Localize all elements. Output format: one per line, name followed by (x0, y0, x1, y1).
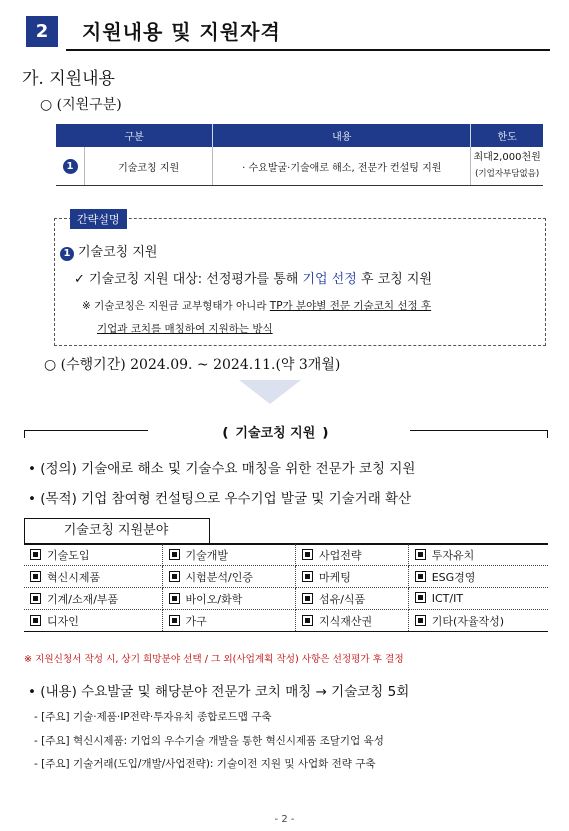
support-table-row (56, 147, 543, 186)
field-cell (295, 588, 408, 610)
field-label: 지식재산권 (318, 614, 373, 628)
heading-line-left (24, 430, 148, 431)
field-label: 기타(자율작성) (431, 614, 505, 628)
fields-title: 기술코칭 지원분야 (63, 523, 169, 538)
checkbox-icon (415, 592, 426, 603)
field-cell (24, 610, 162, 632)
field-cell (24, 566, 162, 588)
field-cell (162, 588, 295, 610)
coaching-heading: ❪ 기술코칭 지원 ❫ (220, 426, 331, 441)
heading-line-right (410, 430, 548, 431)
period-label: ○ (수행기간) 2024.09. ~ 2024.11.(약 3개월) (44, 357, 341, 373)
field-label: 혁신시제품 (47, 570, 101, 584)
note-mark: ※ (82, 300, 91, 312)
field-cell (162, 610, 295, 632)
field-cell (408, 588, 548, 610)
brief-target-post: 후 코칭 지원 (356, 272, 432, 287)
field-label: 디자인 (47, 614, 79, 628)
row-type: 기술코칭 지원 (85, 147, 213, 186)
fields-row (24, 610, 548, 632)
brief-target (74, 268, 432, 287)
field-cell (295, 610, 408, 632)
field-label: 기계/소재/부품 (47, 592, 119, 606)
checkbox-icon (30, 549, 41, 560)
note-line1-pre: 기술코칭은 지원금 교부형태가 아니라 (94, 300, 270, 312)
field-cell (162, 544, 295, 566)
down-arrow-icon (239, 380, 301, 404)
checkbox-icon (30, 571, 41, 582)
field-label: 바이오/화학 (185, 592, 243, 606)
brief-target-pre: ✓ 기술코칭 지원 대상: 선정평가를 통해 (74, 272, 303, 287)
checkbox-icon (30, 593, 41, 604)
definition-bullet: • (정의) 기술애로 해소 및 기술수요 매칭을 위한 전문가 코칭 지원 (28, 461, 416, 477)
checkbox-icon (415, 571, 426, 582)
field-label: 투자유치 (431, 548, 475, 562)
selection-notice: ※ 지원신청서 작성 시, 상기 희망분야 선택 / 그 외(사업계획 작성) 사항은 선정평가 후 결정 (24, 654, 404, 665)
brief-item-title: 기술코칭 지원 (78, 245, 158, 260)
checkbox-icon (169, 571, 180, 582)
brief-note-line2: 기업과 코치를 매칭하여 지원하는 방식 (97, 323, 273, 335)
brief-tag: 간략설명 (70, 209, 127, 229)
detail-line: - [주요] 기술·제품·IP전략·투자유치 종합로드맵 구축 (34, 711, 272, 723)
header-type: 구분 (56, 124, 213, 147)
section-title: 지원내용 및 지원자격 (82, 20, 281, 44)
checkbox-icon (302, 615, 313, 626)
purpose-bullet: • (목적) 기업 참여형 컨설팅으로 우수기업 발굴 및 기술거래 확산 (28, 491, 412, 507)
checkbox-icon (302, 593, 313, 604)
field-label: 사업전략 (318, 548, 362, 562)
row-content: · 수요발굴·기술애로 해소, 전문가 컨설팅 지원 (213, 147, 471, 186)
field-cell (295, 566, 408, 588)
field-label: ICT/IT (431, 592, 464, 605)
detail-line: - [주요] 혁신시제품: 기업의 우수기술 개발을 통한 혁신시제품 조달기업 육성 (34, 735, 384, 747)
fields-grid (24, 544, 548, 632)
row-number (56, 147, 85, 186)
content-bullet: • (내용) 수요발굴 및 해당분야 전문가 코치 매칭 → 기술코칭 5회 (28, 684, 410, 700)
field-cell (408, 566, 548, 588)
fields-row (24, 588, 548, 610)
checkbox-icon (169, 549, 180, 560)
header-content: 내용 (213, 124, 471, 147)
checkbox-icon (302, 571, 313, 582)
checkbox-icon (169, 593, 180, 604)
field-label: 섬유/식품 (318, 592, 366, 606)
brief-item-badge: 1 (60, 247, 74, 261)
section-number: 2 (26, 16, 58, 47)
checkbox-icon (30, 615, 41, 626)
field-cell (408, 610, 548, 632)
checkbox-icon (302, 549, 313, 560)
field-label: 기술도입 (47, 548, 90, 562)
section-underline (66, 49, 550, 51)
field-label: 가구 (185, 614, 207, 628)
field-cell (162, 566, 295, 588)
row-limit-main: 최대2,000천원 (473, 152, 541, 163)
checkbox-icon (169, 615, 180, 626)
brief-note-line1 (82, 298, 431, 313)
subsection-title: 가. 지원내용 (22, 69, 115, 89)
page-number: - 2 - (274, 814, 295, 825)
field-cell (24, 544, 162, 566)
field-label: 기술개발 (185, 548, 229, 562)
row-number-badge: 1 (63, 159, 78, 174)
header-limit: 한도 (471, 124, 543, 147)
fields-row (24, 544, 548, 566)
row-limit-note: (기업자부담없음) (475, 169, 540, 179)
category-label: ○ (지원구분) (40, 97, 122, 113)
field-label: ESG경영 (431, 570, 476, 584)
field-cell (408, 544, 548, 566)
support-table (56, 124, 543, 186)
fields-row (24, 566, 548, 588)
brief-target-highlight: 기업 선정 (302, 272, 357, 287)
detail-line: - [주요] 기술거래(도입/개발/사업전략): 기술이전 지원 및 사업화 전략 구축 (34, 758, 376, 770)
heading-tick-right (547, 430, 548, 438)
checkbox-icon (415, 615, 426, 626)
checkbox-icon (415, 549, 426, 560)
field-cell (295, 544, 408, 566)
field-label: 시험분석/인증 (185, 570, 254, 584)
field-cell (24, 588, 162, 610)
row-limit (471, 147, 543, 186)
field-label: 마케팅 (318, 570, 351, 584)
heading-tick-left (24, 430, 25, 438)
note-line1-underlined: TP가 분야별 전문 기술코치 선정 후 (269, 300, 432, 312)
brief-item-title-row (60, 241, 157, 261)
support-table-header (56, 124, 543, 147)
